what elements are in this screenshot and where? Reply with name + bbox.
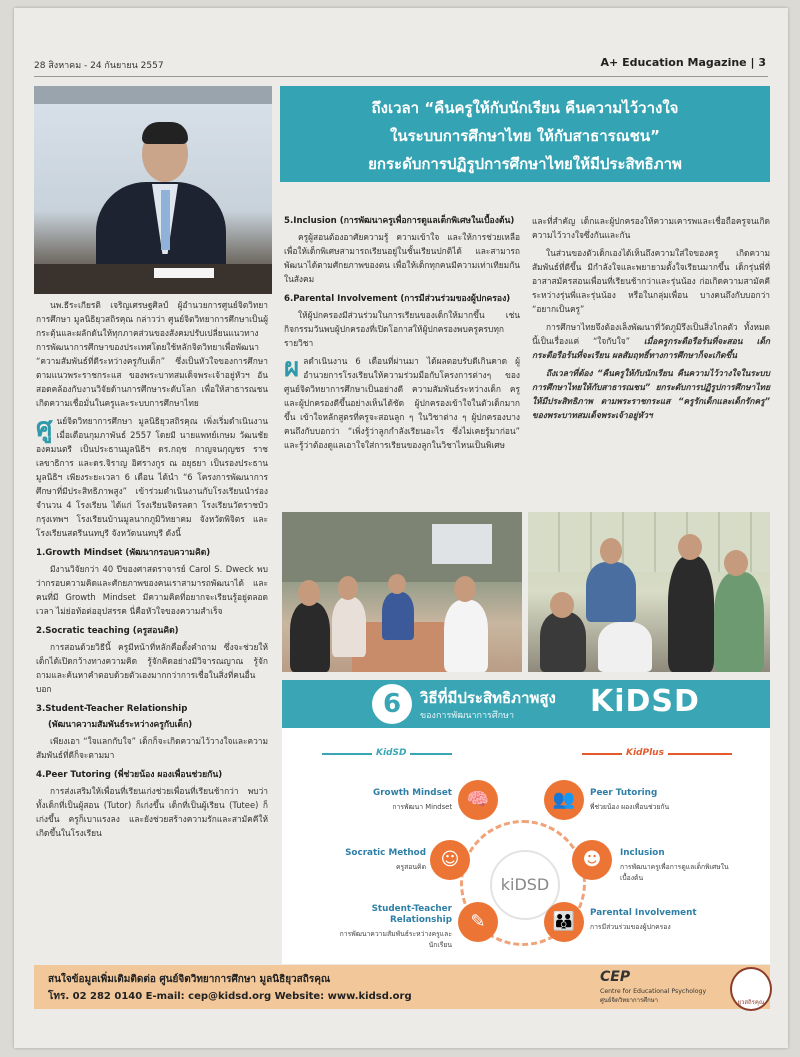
teachers-photo bbox=[528, 512, 770, 672]
dropcap-2: ผ bbox=[284, 353, 300, 383]
col3-emphasis: เมื่อครูกระตือรือร้นที่จะสอน เด็กกระตือรือร้นที่จะเรียน ผลสัมฤทธิ์ทางการศึกษาก็จะเกิดขึ้น bbox=[532, 336, 770, 360]
meeting-photo bbox=[282, 512, 522, 672]
heading-relationship: 3.Student-Teacher Relationship bbox=[36, 704, 188, 714]
kidsd-logo: KiDSD bbox=[590, 684, 700, 719]
sub-peer-tutoring: พี่ช่วยน้อง ผองเพื่อนช่วยกัน bbox=[590, 803, 670, 811]
socrates-icon: ☺ bbox=[430, 840, 470, 880]
infographic-title: วิธีที่มีประสิทธิภาพสูง bbox=[420, 689, 556, 707]
sub-socratic: ครูสอนคิด bbox=[395, 863, 426, 871]
label-inclusion: Inclusion bbox=[620, 848, 665, 858]
article-column-1 bbox=[36, 298, 268, 844]
col3-paragraph-3-text: การศึกษาไทยจึงต้องเล็งพัฒนาที่วัดภูมิรึงเป็นสิ่งไกลตัว ทั้งหมดนี้เป็นเรื่องแค่ “ใจกับใจ” bbox=[532, 322, 770, 346]
label-parental: Parental Involvement bbox=[590, 908, 697, 918]
director-photo bbox=[34, 86, 272, 294]
intro-paragraph: นพ.ธีระเกียรติ เจริญเศรษฐศิลป์ ผู้อำนวยการศูนย์จิตวิทยาการศึกษา มูลนิธิยุวสถิรคุณ กล่าวว่า ศูนย์จิตวิทยาการศึกษาเป็นผู้กระตุ้นและผลักดันให้ทุกภาคส่วนของสังคมปรับเปลี่ยนแนวทางการพัฒนาการศึกษาของประเทศโดยใช้หลักจิตวิทยาเพื่อพัฒนา “ความสัมพันธ์ที่ดีระหว่างครูกับเด็ก” ซึ่งเป็นหัวใจของการศึกษาตามแนวพระราชกระแส ของพระบาทสมเด็จพระเจ้าอยู่หัวฯ อันสอดคล้องกับงานวิจัยด้านการศึกษาระดับโลก เพื่อให้สาธารณชนเกิดความเชื่อมั่นในครูและระบบการศึกษาไทย bbox=[36, 300, 268, 408]
socratic-text: การสอนด้วยวิธีนี้ ครูมีหน้าที่หลักคือตั้งคำถาม ซึ่งจะช่วยให้เด็กได้เปิดกว้างทางความคิด รู้จักคิดอย่างมีวิจารณญาณ รู้จักถามและค้นหาคำตอบด้วยตัวเองมากกว่าการเชื่อในสิ่งที่คนอื่นบอก bbox=[36, 642, 268, 694]
cep-thai-name: ศูนย์จิตวิทยาการศึกษา bbox=[600, 997, 659, 1004]
label-relationship: Student-Teacher Relationship bbox=[371, 904, 452, 925]
growth-mindset-text: มีงานวิจัยกว่า 40 ปีของศาสตราจารย์ Carol S. Dweck พบว่ากรอบความคิดและศักยภาพของคนเราสามารถพัฒนาได้ และคนที่มี Growth Mindset มีความคิดที่อยากจะเรียนรู้อยู่ตลอดเวลา ไม่ย่อท้อต่ออุปสรรค นี่คือหัวใจของความสำเร็จ bbox=[36, 564, 268, 616]
paragraph-2 bbox=[36, 414, 268, 540]
brain-icon: 🧠 bbox=[458, 780, 498, 820]
contact-footer bbox=[34, 965, 770, 1009]
paragraph-2-text: นย์จิตวิทยาการศึกษา มูลนิธิยุวสถิรคุณ เพิ่งเริ่มดำเนินงาน เมื่อเดือนกุมภาพันธ์ 2557 โดยมี นายแพทย์เกษม วัฒนชัย องคมนตรี เป็นประธานมูลนิธิฯ ดร.กฤช กาญจนกุญชร ราชเลขาธิการ และดร.จิราญ อิศรางกูร ณ อยุธยา เป็นรองประธานมูลนิธิฯ เพียงระยะเวลา 6 เดือน ได้นำ “6 โครงการพัฒนาการศึกษาที่มีประสิทธิภาพสูง” เข้าร่วมดำเนินงานกับโรงเรียนนำร่องจำนวน 4 โรงเรียน ได้แก่ โรงเรียนจิตรลดา โรงเรียนวัดราชบัว กรุงเทพฯ โรงเรียนบ้านมูลนากภูมิวิทยาคม จังหวัดพิจิตร และโรงเรียนสตรีนนทบุรี จังหวัดนนทบุรี ดังนี้ bbox=[36, 416, 268, 538]
headline-line-3: ยกระดับการปฏิรูปการศึกษาไทยให้มีประสิทธิภาพ bbox=[368, 155, 682, 173]
label-peer-tutoring: Peer Tutoring bbox=[590, 788, 658, 798]
page-number: 3 bbox=[758, 56, 766, 69]
heading-socratic: 2.Socratic teaching (ครูสอนคิด) bbox=[36, 626, 179, 636]
cep-logo bbox=[600, 969, 720, 1003]
magazine-title: A+ Education Magazine | 3 bbox=[600, 56, 766, 69]
sub-inclusion: การพัฒนาครูเพื่อการดูแลเด็กพิเศษในเบื้องต้น bbox=[620, 863, 729, 882]
tag-kidplus: KidPlus bbox=[622, 748, 668, 758]
relationship-text: เพียงเอา “ใจแลกกับใจ” เด็กก็จะเกิดความไว้วางใจและความสัมพันธ์ที่ดีก็จะตามมา bbox=[36, 736, 268, 760]
heading-peer-tutoring: 4.Peer Tutoring (พี่ช่วยน้อง ผองเพื่อนช่วยกัน) bbox=[36, 770, 223, 780]
article-column-2 bbox=[284, 184, 520, 456]
cep-logo-text: CEP bbox=[600, 969, 631, 985]
sub-growth-mindset: การพัฒนา Mindset bbox=[392, 803, 452, 811]
kidsd-infographic bbox=[282, 680, 770, 964]
peers-icon: 👥 bbox=[544, 780, 584, 820]
sub-relationship: การพัฒนาความสัมพันธ์ระหว่างครูและนักเรียน bbox=[339, 930, 452, 949]
results-paragraph bbox=[284, 354, 520, 452]
inclusion-text: ครูผู้สอนต้องอาศัยความรู้ ความเข้าใจ และให้การช่วยเหลือเพื่อให้เด็กพิเศษสามารถเรียนอยู่ในชั้นเรียนปกติได้ และสามารถพัฒนาได้ตามศักยภาพของตน เพื่อให้เด็กทุกคนมีความเท่าเทียมกันในสังคม bbox=[284, 232, 520, 284]
child-icon: ☻ bbox=[572, 840, 612, 880]
article-column-3 bbox=[532, 184, 770, 426]
col3-paragraph-3 bbox=[532, 320, 770, 362]
heading-inclusion: 5.Inclusion (การพัฒนาครูเพื่อการดูแลเด็กพิเศษในเบื้องต้น) bbox=[284, 216, 515, 226]
cep-english-name: Centre for Educational Psychology bbox=[600, 988, 707, 995]
heading-growth-mindset: 1.Growth Mindset (พัฒนากรอบความคิด) bbox=[36, 548, 211, 558]
label-growth-mindset: Growth Mindset bbox=[373, 788, 452, 798]
magazine-name: A+ Education Magazine bbox=[600, 56, 747, 69]
contact-heading: สนใจข้อมูลเพิ่มเติมติดต่อ ศูนย์จิตวิทยาการศึกษา มูลนิธิยุวสถิรคุณ bbox=[48, 974, 331, 985]
results-text: ลดำเนินงาน 6 เดือนที่ผ่านมา ได้ผลตอบรับดีเกินคาด ผู้อำนวยการโรงเรียนให้ความร่วมมือกับโครงการต่างๆ ของศูนย์จิตวิทยาการศึกษาเป็นอย่างดี ความสัมพันธ์ระหว่างเด็ก ครู และผู้ปกครองดีขึ้นอย่างเห็นได้ชัด ผู้ปกครองเข้าใจในตัวเด็กมากขึ้น เข้าใจหลักสูตรที่ครูจะสอนลูก ๆ ในวิชาต่าง ๆ ผู้ปกครองบางคนถึงกับบอกว่า “เพิ่งรู้ว่าลูกกำลังเรียนอะไร ซึ่งไม่เคยรู้มาก่อน” และรู้ว่าต้องดูแลเอาใจใส่การเรียนของลูกในวิชาไหนเป็นพิเศษ bbox=[284, 356, 520, 450]
seal-text: ยุวสถิรคุณ bbox=[737, 999, 765, 1006]
contact-details: โทร. 02 282 0140 E-mail: cep@kidsd.org Website: www.kidsd.org bbox=[48, 991, 412, 1002]
headline-line-1: ถึงเวลา “คืนครูให้กับนักเรียน คืนความไว้วางใจ bbox=[371, 99, 679, 117]
tag-kidsd: KidSD bbox=[372, 748, 410, 758]
dropcap: ศู bbox=[36, 413, 53, 443]
foundation-seal bbox=[730, 967, 772, 1011]
heading-relationship-th: (พัฒนาความสัมพันธ์ระหว่างครูกับเด็ก) bbox=[48, 720, 193, 730]
parental-text: ให้ผู้ปกครองมีส่วนร่วมในการเรียนของเด็กให้มากขึ้น เช่น กิจกรรมวันพบผู้ปกครองที่เปิดโอกาสให้ผู้ปกครองพบครูครบทุกรายวิชา bbox=[284, 310, 520, 348]
peer-tutoring-text: การส่งเสริมให้เพื่อนที่เรียนเก่งช่วยเพื่อนที่เรียนช้ากว่า พบว่าทั้งเด็กที่เป็นผู้สอน (Tutor) ก็เก่งขึ้น เด็กที่เป็นผู้เรียน (Tutee) ก็เก่งขึ้น ครูก็เบาแรงลง และยังช่วยสร้างความรักและสามัคคีให้เกิดขึ้นในโรงเรียน bbox=[36, 786, 268, 838]
issue-date: 28 สิงหาคม - 24 กันยายน 2557 bbox=[34, 61, 164, 71]
header-divider bbox=[34, 76, 768, 77]
family-icon: 👪 bbox=[544, 902, 584, 942]
infographic-header bbox=[282, 680, 770, 728]
headline-banner bbox=[280, 86, 770, 182]
sub-parental: การมีส่วนร่วมของผู้ปกครอง bbox=[590, 923, 671, 931]
headline-line-2: ในระบบการศึกษาไทย ให้กับสาธารณชน” bbox=[390, 127, 660, 145]
magazine-page bbox=[14, 8, 788, 1048]
col3-paragraph-2: ในส่วนของตัวเด็กเองได้เห็นถึงความใส่ใจของครู เกิดความสัมพันธ์ที่ดีขึ้น มีกำลังใจและพยายามตั้งใจเรียนมากขึ้น เด็กรุ่นพี่ที่อาสาสมัครสอนเพื่อนที่เรียนช้ากว่าและรุ่นน้อง ก่อเกิดความสามัคคีระหว่างรุ่นพี่และรุ่นน้อง หรือในกลุ่มเพื่อน บางคนถึงกับบอกว่า “อยากเป็นครู” bbox=[532, 248, 770, 314]
teacher-icon: ✎ bbox=[458, 902, 498, 942]
col3-paragraph-1: และที่สำคัญ เด็กและผู้ปกครองให้ความเคารพและเชื่อถือครูจนเกิดความไว้วางใจซึ่งกันและกัน bbox=[532, 216, 770, 240]
number-six: 6 bbox=[372, 684, 412, 724]
hub-logo: kiDSD bbox=[490, 850, 560, 920]
infographic-subtitle: ของการพัฒนาการศึกษา bbox=[420, 711, 515, 721]
label-socratic: Socratic Method bbox=[345, 848, 426, 858]
heading-parental: 6.Parental Involvement (การมีส่วนร่วมของผู้ปกครอง) bbox=[284, 294, 511, 304]
col3-closing: ถึงเวลาที่ต้อง “คืนครูให้กับนักเรียน คืนความไว้วางใจในระบบการศึกษาไทยให้กับสาธารณชน” ยกระดับการปฏิรูปการศึกษาไทยให้มีประสิทธิภาพ ตามพระราชกระแส “ครูรักเด็กและเด็กรักครู” ของพระบาทสมเด็จพระเจ้าอยู่หัวฯ bbox=[532, 368, 770, 420]
